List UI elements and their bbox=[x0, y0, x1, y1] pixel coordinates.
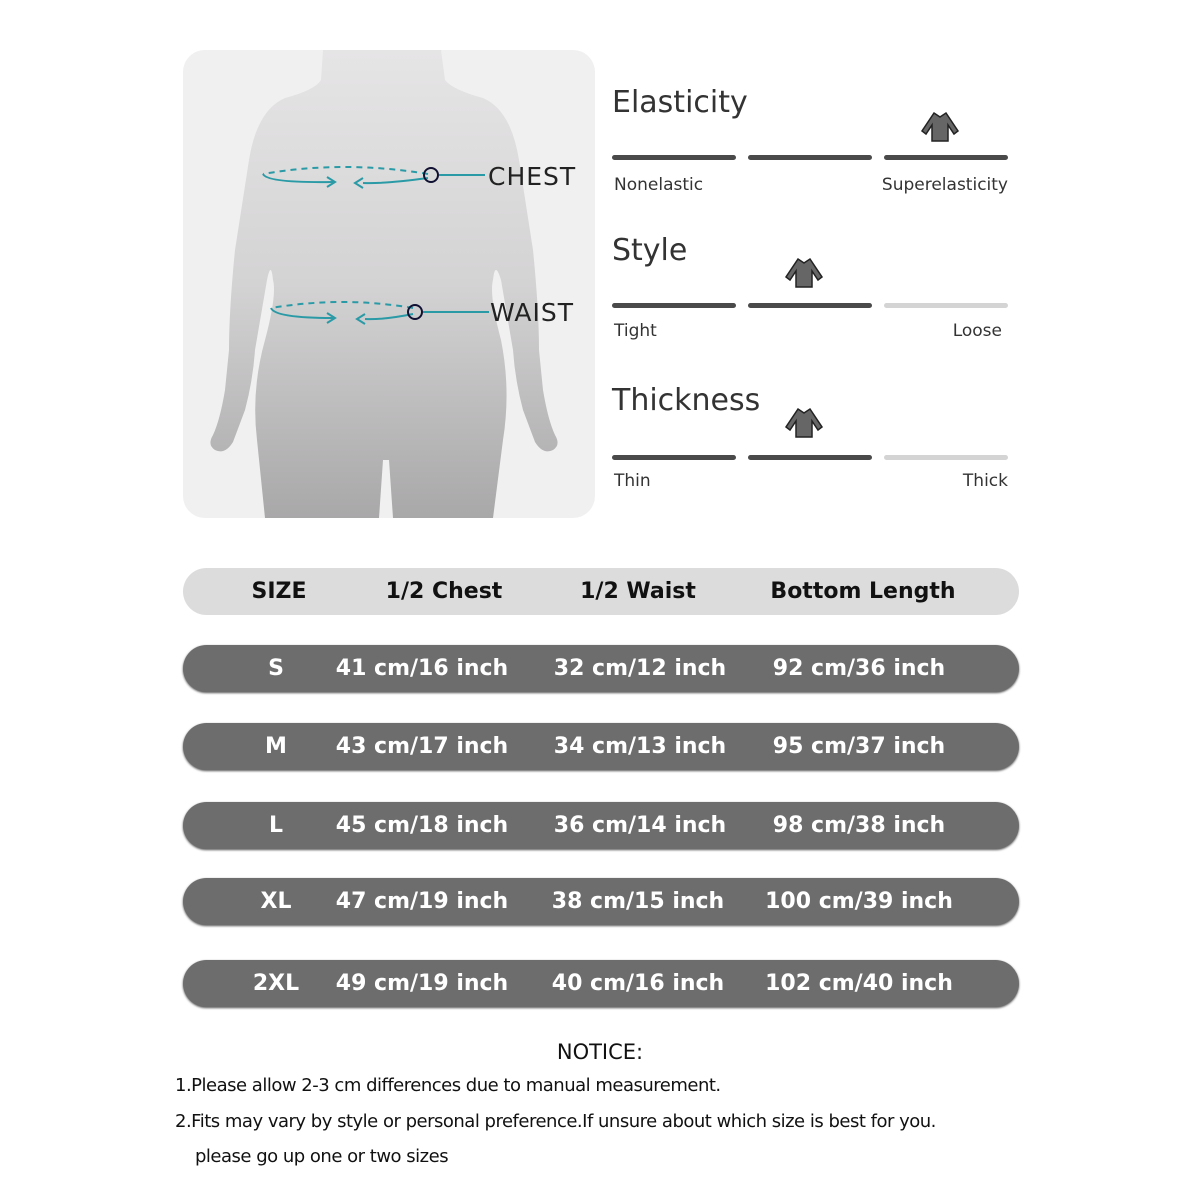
cell-waist: 40 cm/16 inch bbox=[551, 971, 725, 996]
cell-bottom-length: 102 cm/40 inch bbox=[765, 971, 953, 996]
header-chest: 1/2 Chest bbox=[385, 579, 503, 604]
cell-size: 2XL bbox=[252, 971, 300, 996]
table-row bbox=[183, 960, 1019, 1007]
cell-size: L bbox=[268, 813, 284, 838]
scale-high-label: Thick bbox=[962, 471, 1008, 491]
cell-bottom-length: 92 cm/36 inch bbox=[772, 656, 946, 681]
cell-chest: 43 cm/17 inch bbox=[335, 734, 509, 759]
scale-title: Elasticity bbox=[612, 85, 748, 120]
scale-segment bbox=[748, 155, 872, 160]
cell-size: XL bbox=[260, 889, 292, 914]
header-bottom-length: Bottom Length bbox=[770, 579, 956, 604]
cell-chest: 45 cm/18 inch bbox=[335, 813, 509, 838]
chest-label: CHEST bbox=[488, 162, 577, 191]
scale-segment bbox=[884, 155, 1008, 160]
scale-low-label: Tight bbox=[614, 321, 657, 341]
scale-segment bbox=[612, 155, 736, 160]
scale-segment bbox=[612, 455, 736, 460]
table-row bbox=[183, 878, 1019, 925]
scale-segment bbox=[884, 303, 1008, 308]
shirt-marker-icon bbox=[784, 407, 824, 439]
cell-chest: 49 cm/19 inch bbox=[335, 971, 509, 996]
notice-title: NOTICE: bbox=[556, 1040, 644, 1064]
cell-bottom-length: 95 cm/37 inch bbox=[772, 734, 946, 759]
cell-waist: 32 cm/12 inch bbox=[553, 656, 727, 681]
header-waist: 1/2 Waist bbox=[580, 579, 696, 604]
body-silhouette-icon bbox=[183, 50, 595, 518]
header-size: SIZE bbox=[251, 579, 307, 604]
scale-segment bbox=[884, 455, 1008, 460]
scale-high-label: Superelasticity bbox=[881, 175, 1008, 195]
scale-high-label: Loose bbox=[952, 321, 1002, 341]
scale-segment bbox=[748, 455, 872, 460]
table-row bbox=[183, 645, 1019, 692]
cell-size: S bbox=[268, 656, 284, 681]
cell-waist: 36 cm/14 inch bbox=[553, 813, 727, 838]
scale-segment bbox=[612, 303, 736, 308]
cell-waist: 38 cm/15 inch bbox=[551, 889, 725, 914]
scale-low-label: Nonelastic bbox=[614, 175, 704, 195]
body-measurement-figure bbox=[183, 50, 595, 518]
scale-title: Thickness bbox=[612, 383, 761, 418]
table-row bbox=[183, 723, 1019, 770]
cell-size: M bbox=[265, 734, 287, 759]
notice-line-1: 1.Please allow 2-3 cm differences due to manual measurement. bbox=[175, 1075, 721, 1096]
scale-segment bbox=[748, 303, 872, 308]
notice-line-3: please go up one or two sizes bbox=[195, 1146, 449, 1167]
notice-line-2: 2.Fits may vary by style or personal preference.If unsure about which size is best for you. bbox=[175, 1111, 936, 1132]
cell-bottom-length: 98 cm/38 inch bbox=[772, 813, 946, 838]
table-row bbox=[183, 802, 1019, 849]
shirt-marker-icon bbox=[784, 257, 824, 289]
table-header bbox=[183, 568, 1019, 615]
scale-title: Style bbox=[612, 233, 688, 268]
waist-label: WAIST bbox=[490, 298, 574, 327]
shirt-marker-icon bbox=[920, 111, 960, 143]
scale-low-label: Thin bbox=[614, 471, 651, 491]
cell-waist: 34 cm/13 inch bbox=[553, 734, 727, 759]
cell-chest: 41 cm/16 inch bbox=[335, 656, 509, 681]
cell-bottom-length: 100 cm/39 inch bbox=[765, 889, 953, 914]
cell-chest: 47 cm/19 inch bbox=[335, 889, 509, 914]
